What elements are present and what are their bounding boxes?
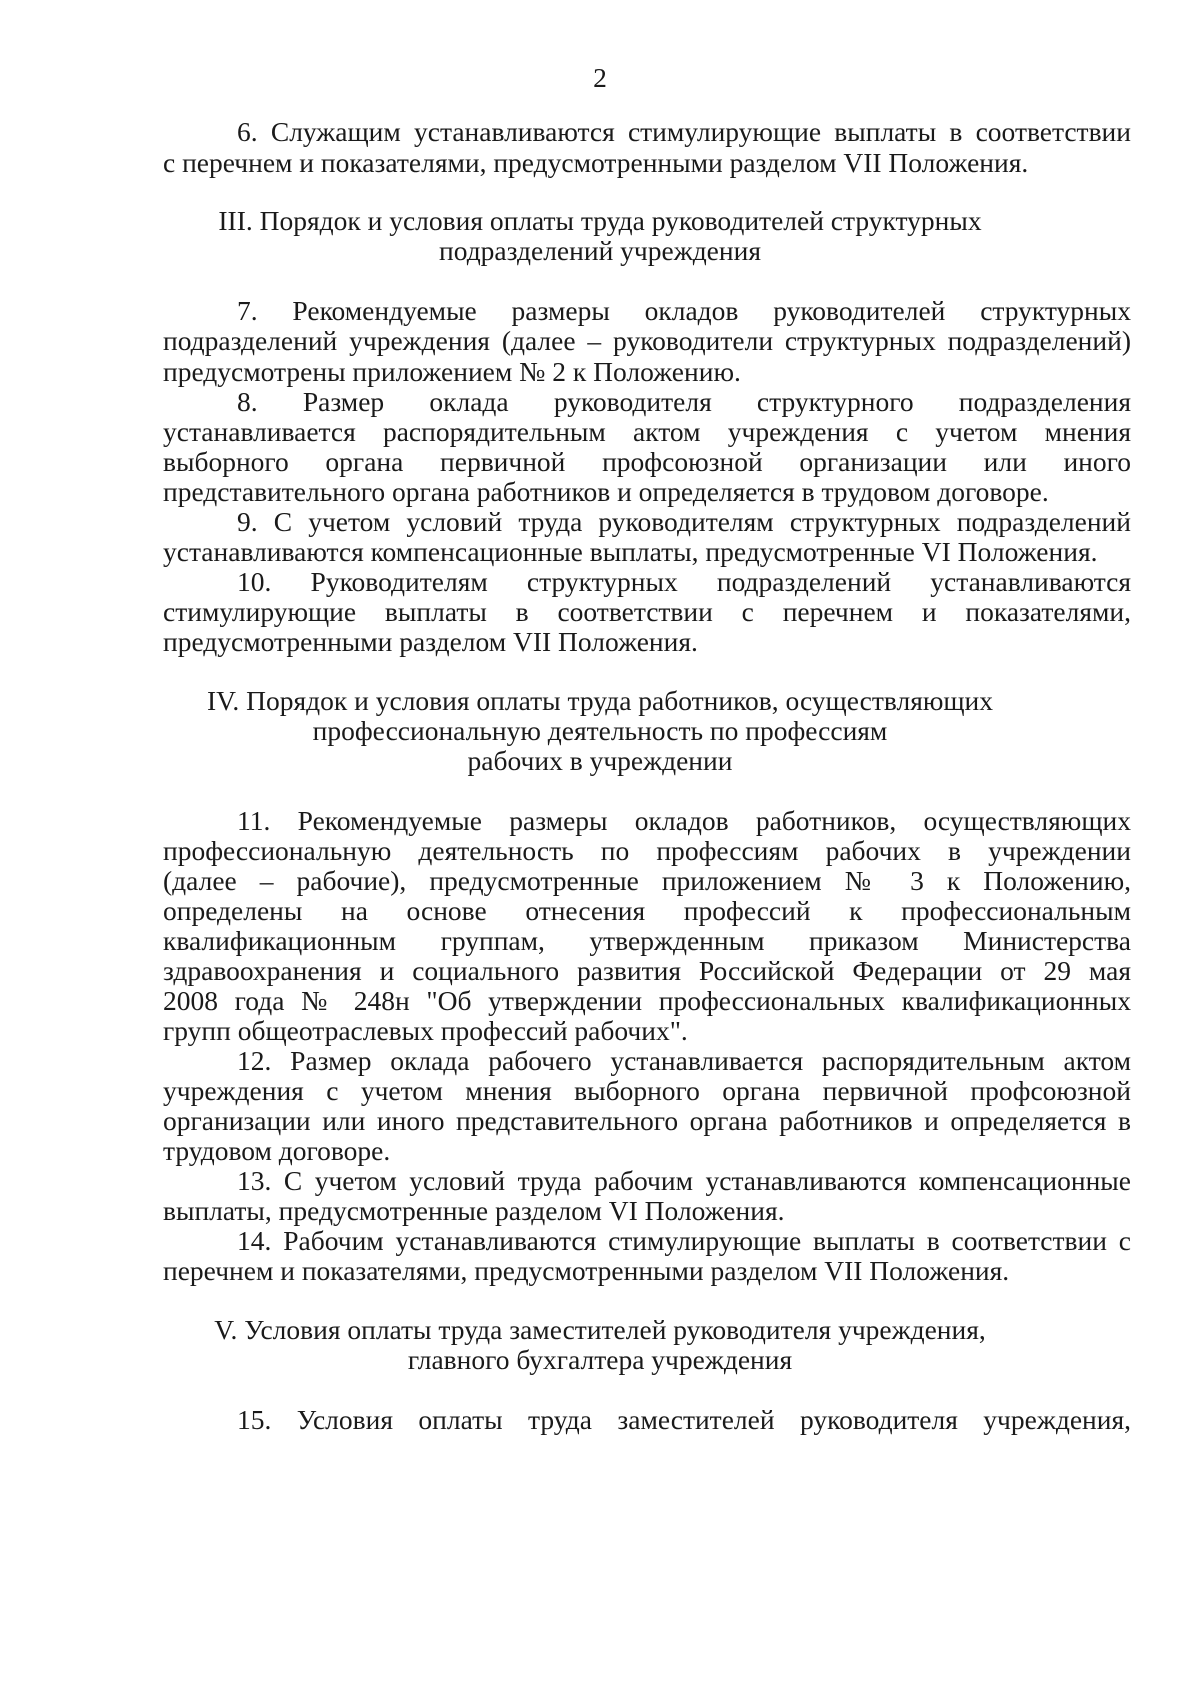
paragraph-13-line-1: 13. С учетом условий труда рабочим устанавливаются компенсационные — [237, 1165, 1131, 1196]
paragraph-11-line-3: (далее – рабочие), предусмотренные приложением № 3 к Положению, — [163, 865, 1131, 896]
paragraph-11-line-2: профессиональную деятельность по профессиям рабочих в учреждении — [163, 835, 1131, 866]
section-4-heading-line-1: IV. Порядок и условия оплаты труда работников, осуществляющих — [206, 685, 994, 716]
paragraph-12-line-1: 12. Размер оклада рабочего устанавливается распорядительным актом — [237, 1045, 1131, 1076]
paragraph-7-line-3: предусмотрены приложением № 2 к Положению. — [163, 356, 741, 387]
section-4-heading-line-3: рабочих в учреждении — [467, 745, 733, 776]
paragraph-15-line-1: 15. Условия оплаты труда заместителей руководителя учреждения, — [237, 1404, 1131, 1435]
section-5-heading-line-2: главного бухгалтера учреждения — [407, 1344, 793, 1375]
paragraph-10-line-3: предусмотренными разделом VII Положения. — [163, 626, 698, 657]
page-number: 2 — [593, 62, 607, 93]
paragraph-8-line-3: выборного органа первичной профсоюзной организации или иного — [163, 446, 1131, 477]
paragraph-6-line-2: с перечнем и показателями, предусмотренными разделом VII Положения. — [163, 147, 1029, 178]
paragraph-11-line-7: 2008 года № 248н "Об утверждении профессиональных квалификационных — [163, 985, 1131, 1016]
paragraph-7-line-2: подразделений учреждения (далее – руководители структурных подразделений) — [163, 325, 1131, 356]
paragraph-6-line-1: 6. Служащим устанавливаются стимулирующие выплаты в соответствии — [237, 116, 1131, 147]
paragraph-14-line-1: 14. Рабочим устанавливаются стимулирующие выплаты в соответствии с — [237, 1225, 1131, 1256]
paragraph-12-line-4: трудовом договоре. — [163, 1135, 391, 1166]
paragraph-9-line-1: 9. С учетом условий труда руководителям структурных подразделений — [237, 506, 1131, 537]
paragraph-14-line-2: перечнем и показателями, предусмотренными разделом VII Положения. — [163, 1255, 1010, 1286]
paragraph-12-line-2: учреждения с учетом мнения выборного органа первичной профсоюзной — [163, 1075, 1131, 1106]
paragraph-8-line-4: представительного органа работников и определяется в трудовом договоре. — [163, 476, 1049, 507]
paragraph-11-line-8: групп общеотраслевых профессий рабочих". — [163, 1015, 688, 1046]
paragraph-7-line-1: 7. Рекомендуемые размеры окладов руководителей структурных — [237, 295, 1131, 326]
section-5-heading-line-1: V. Условия оплаты труда заместителей руководителя учреждения, — [214, 1314, 986, 1345]
paragraph-10-line-1: 10. Руководителям структурных подразделений устанавливаются — [237, 566, 1131, 597]
section-3-heading-line-1: III. Порядок и условия оплаты труда руководителей структурных — [218, 205, 982, 236]
section-4-heading-line-2: профессиональную деятельность по профессиям — [312, 715, 888, 746]
paragraph-11-line-4: определены на основе отнесения профессий к профессиональным — [163, 895, 1131, 926]
paragraph-11-line-6: здравоохранения и социального развития Российской Федерации от 29 мая — [163, 955, 1131, 986]
paragraph-12-line-3: организации или иного представительного органа работников и определяется в — [163, 1105, 1131, 1136]
paragraph-9-line-2: устанавливаются компенсационные выплаты, предусмотренные VI Положения. — [163, 536, 1098, 567]
paragraph-8-line-1: 8. Размер оклада руководителя структурного подразделения — [237, 386, 1131, 417]
paragraph-10-line-2: стимулирующие выплаты в соответствии с перечнем и показателями, — [163, 596, 1131, 627]
paragraph-11-line-5: квалификационным группам, утвержденным приказом Министерства — [163, 925, 1131, 956]
section-3-heading-line-2: подразделений учреждения — [439, 235, 761, 266]
paragraph-8-line-2: устанавливается распорядительным актом учреждения с учетом мнения — [163, 416, 1131, 447]
paragraph-11-line-1: 11. Рекомендуемые размеры окладов работников, осуществляющих — [237, 805, 1131, 836]
paragraph-13-line-2: выплаты, предусмотренные разделом VI Положения. — [163, 1195, 785, 1226]
